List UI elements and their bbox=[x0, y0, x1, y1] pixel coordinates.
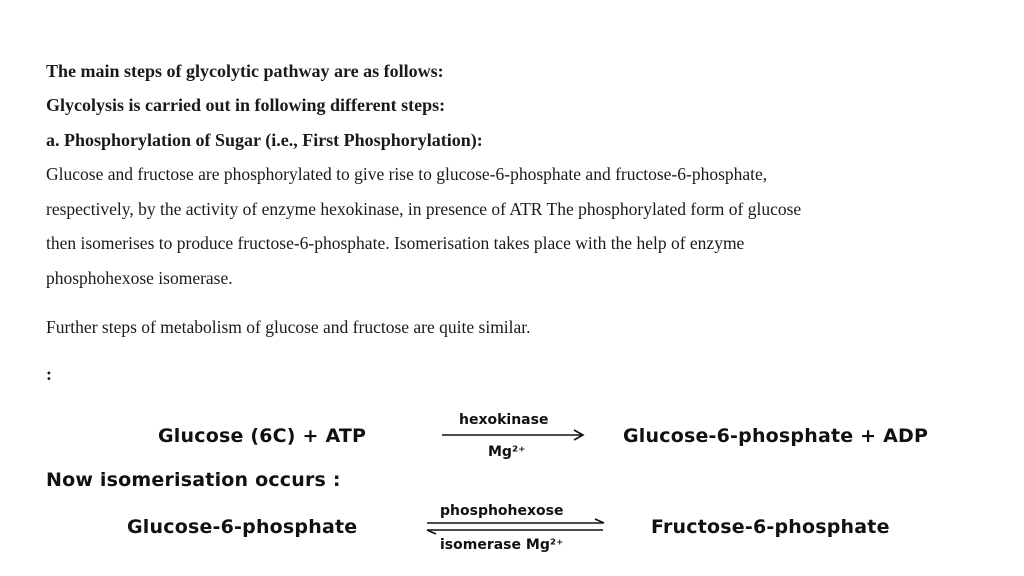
heading-main-steps: The main steps of glycolytic pathway are as follows: bbox=[46, 61, 444, 81]
heading-glycolysis-steps: Glycolysis is carried out in following different steps: bbox=[46, 95, 446, 115]
paragraph-line: phosphohexose isomerase. bbox=[46, 267, 233, 288]
isomerisation-label: Now isomerisation occurs : bbox=[46, 469, 341, 491]
paragraph-line: Glucose and fructose are phosphorylated to give rise to glucose-6-phosphate and fructose-6-phosphate, bbox=[46, 164, 768, 184]
paragraph-further-steps: Further steps of metabolism of glucose and fructose are quite similar. bbox=[46, 317, 531, 337]
paragraph-phosphorylation bbox=[46, 157, 986, 295]
paragraph-line: respectively, by the activity of enzyme hexokinase, in presence of ATR The phosphorylated form of glucose bbox=[46, 198, 802, 219]
reaction1-cofactor: Mg²⁺ bbox=[488, 444, 526, 460]
reaction2-reactant: Glucose-6-phosphate bbox=[127, 516, 358, 538]
paragraph-line: then isomerises to produce fructose-6-phosphate. Isomerisation takes place with the help of enzyme bbox=[46, 233, 745, 253]
reaction2-cofactor: isomerase Mg²⁺ bbox=[440, 537, 564, 553]
reaction1-products: Glucose-6-phosphate + ADP bbox=[623, 425, 929, 447]
reaction2-product: Fructose-6-phosphate bbox=[651, 516, 890, 538]
reaction2-enzyme: phosphohexose bbox=[440, 503, 564, 519]
reaction1-arrow-icon bbox=[442, 428, 587, 442]
reaction1-enzyme: hexokinase bbox=[459, 412, 549, 428]
reaction2-equilibrium-arrow-icon bbox=[425, 518, 607, 536]
heading-phosphorylation: a. Phosphorylation of Sugar (i.e., First Phosphorylation): bbox=[46, 130, 483, 150]
colon-mark: : bbox=[46, 364, 52, 384]
reaction1-reactants: Glucose (6C) + ATP bbox=[158, 425, 367, 447]
